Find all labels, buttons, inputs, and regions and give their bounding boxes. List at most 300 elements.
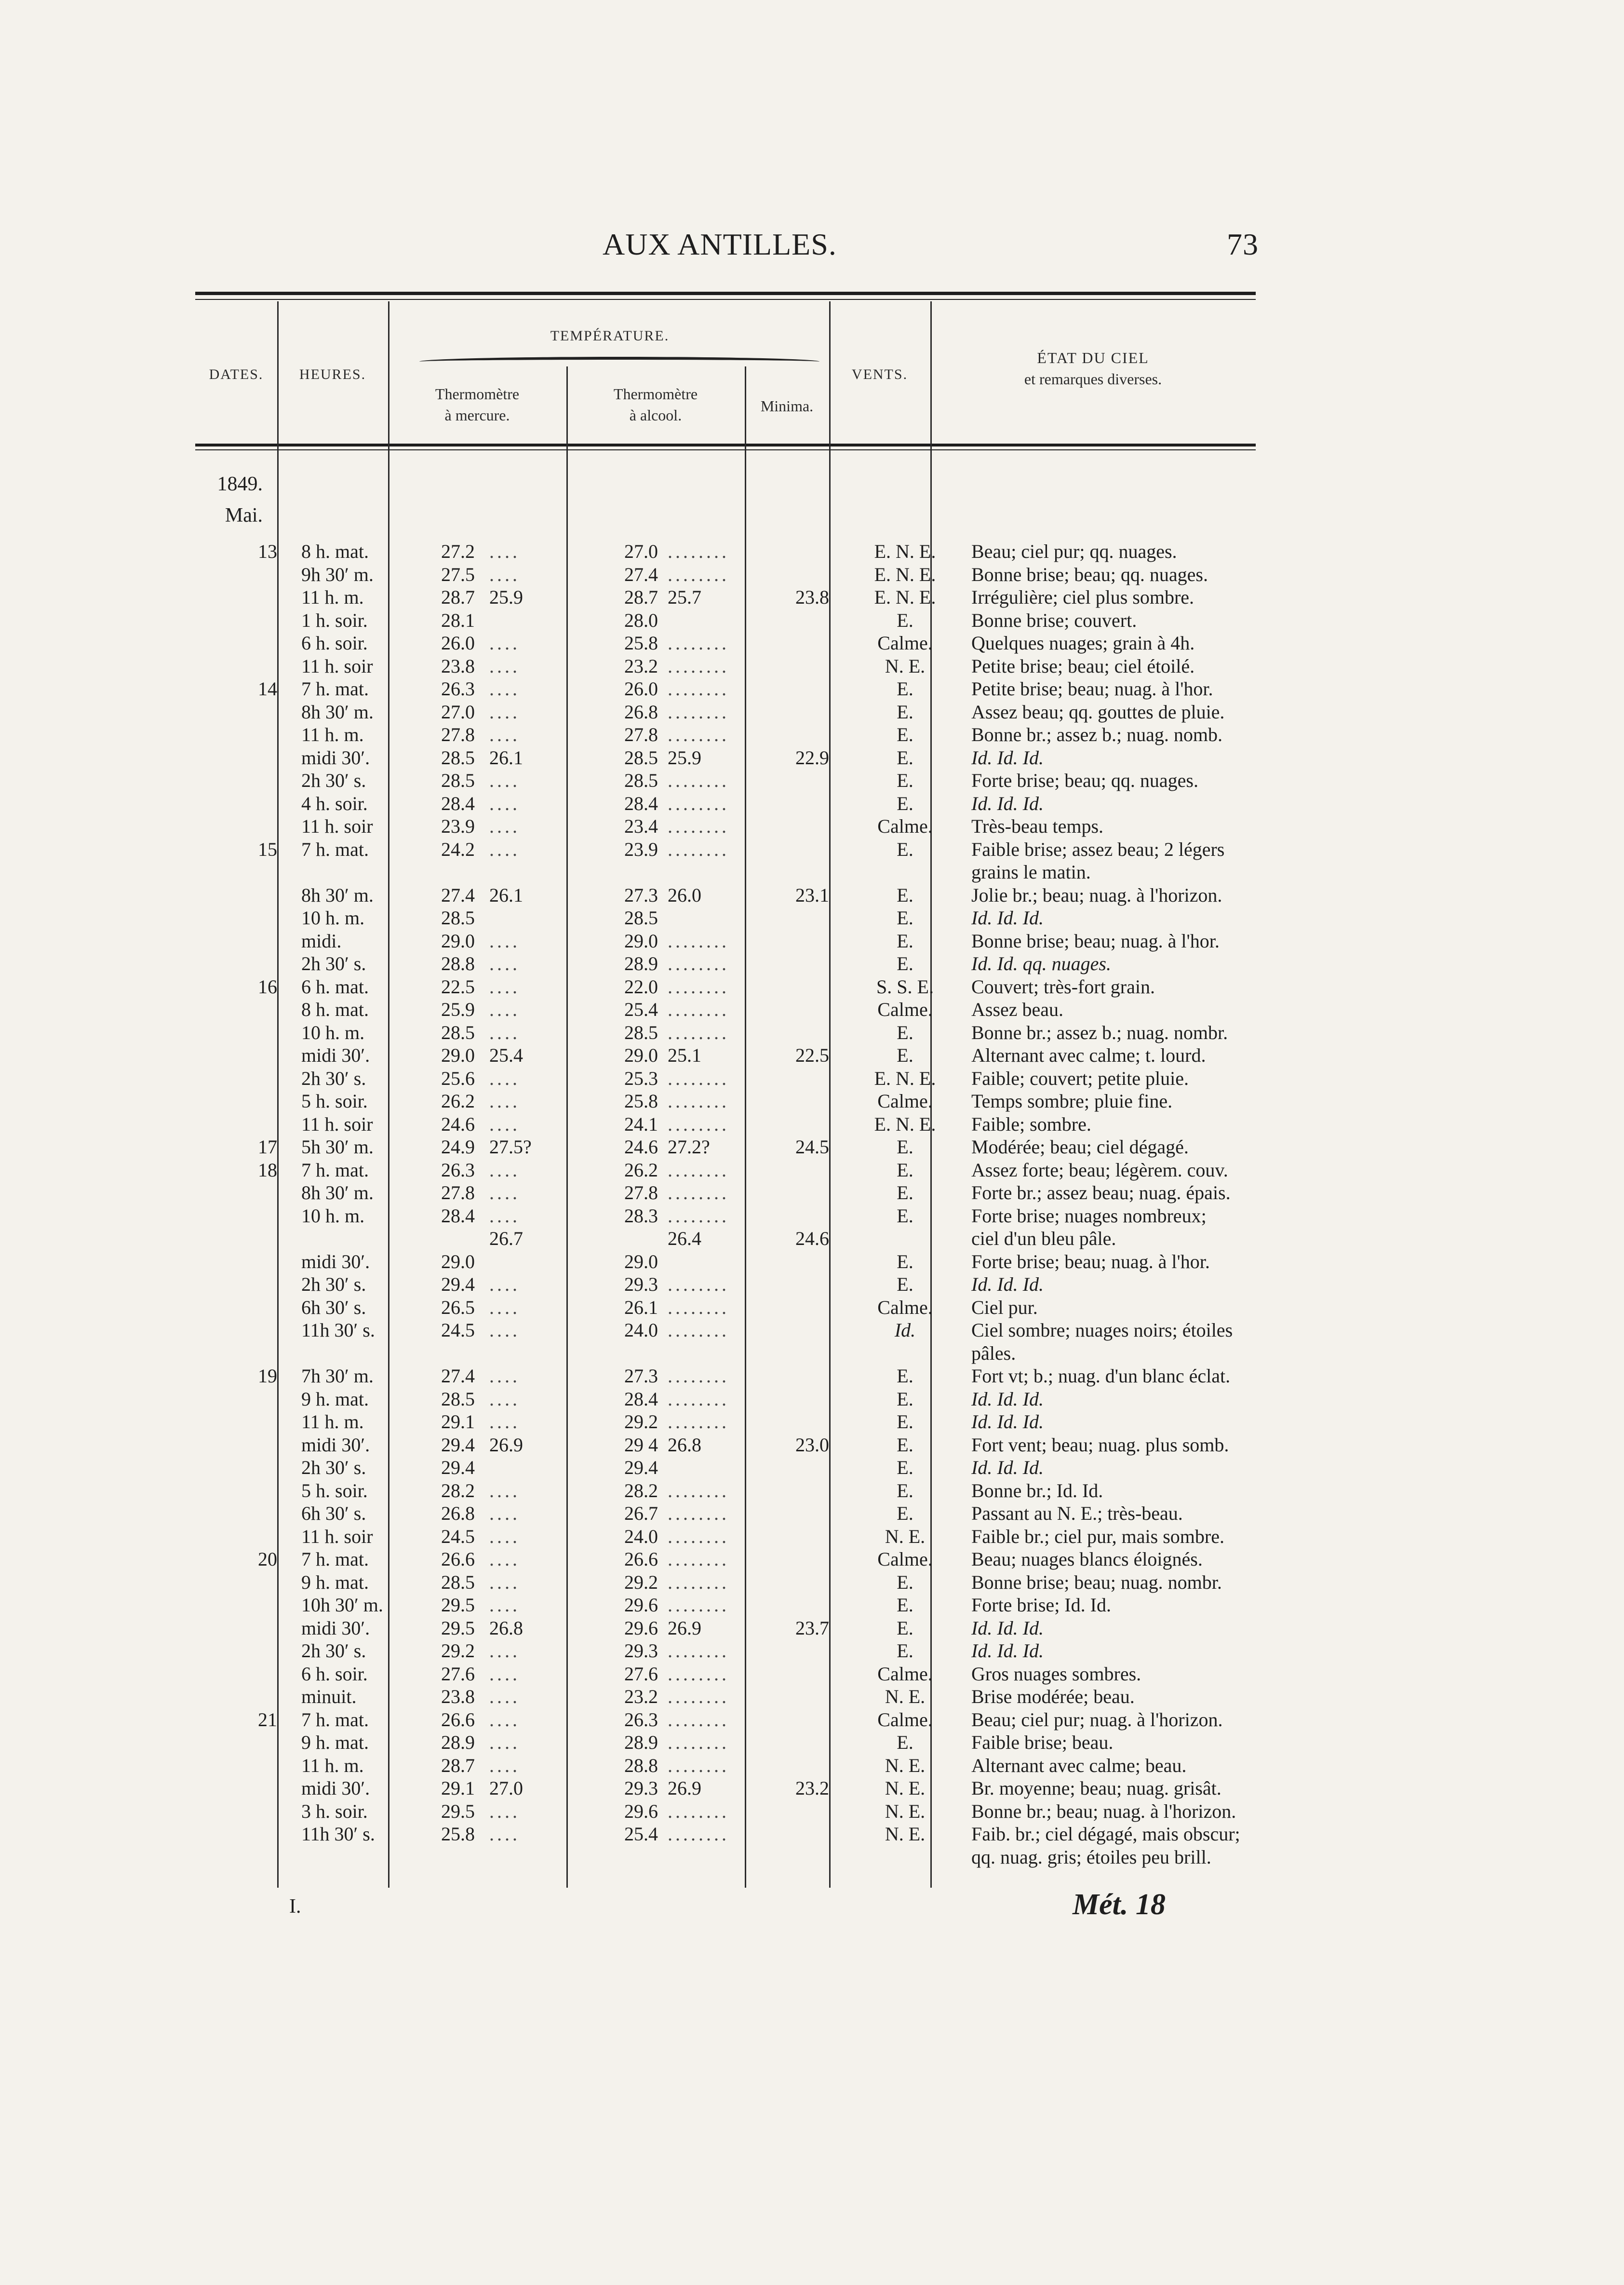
cell-mercure-mean: .... — [489, 792, 520, 814]
cell-mercure: 26.8 — [441, 1502, 475, 1525]
header-minima: Minima. — [760, 397, 814, 415]
cell-vent: E. — [897, 953, 913, 975]
cell-alcool-mean — [663, 1342, 771, 1365]
cell-alcool-mean: ........ — [668, 1686, 729, 1708]
cell-date — [195, 1731, 292, 1754]
table-row — [195, 540, 1256, 563]
cell-vent: N. E. — [885, 1823, 926, 1845]
table-row — [195, 1044, 1256, 1067]
cell-vent: Calme. — [877, 815, 933, 838]
cell-etat-ciel: Passant au N. E.; très-beau. — [971, 1502, 1183, 1525]
cell-mercure-mean: 27.0 — [489, 1777, 523, 1799]
cell-mercure-mean: .... — [489, 678, 520, 700]
table-row — [195, 723, 1256, 746]
cell-alcool-mean: ........ — [668, 1021, 729, 1043]
cell-alcool-mean: 27.2? — [668, 1136, 710, 1158]
cell-alcool: 28.9 — [624, 953, 658, 975]
cell-hour: midi. — [301, 930, 342, 952]
cell-hour: 11 h. soir — [301, 1113, 373, 1135]
cell-hour: 11 h. soir — [301, 655, 373, 677]
cell-hour: 2h 30′ s. — [301, 1640, 366, 1662]
cell-etat-ciel: pâles. — [971, 1342, 1016, 1364]
month-label: Mai. — [225, 504, 263, 527]
cell-minima — [771, 769, 853, 792]
cell-mercure: 23.8 — [441, 655, 475, 677]
cell-alcool: 28.5 — [624, 770, 658, 792]
table-row — [195, 1731, 1256, 1754]
cell-minima — [771, 1548, 853, 1571]
cell-minima — [771, 1846, 853, 1869]
cell-alcool-mean: ........ — [668, 678, 729, 700]
cell-mercure-mean: .... — [489, 1663, 520, 1685]
table-row — [195, 632, 1256, 655]
cell-vent: E. — [897, 1273, 913, 1296]
cell-alcool-mean: ........ — [668, 1754, 729, 1776]
cell-alcool: 29.4 — [624, 1457, 658, 1479]
cell-mercure-mean: .... — [489, 1388, 520, 1410]
cell-mercure-mean: 26.8 — [489, 1617, 523, 1639]
cell-minima: 22.9 — [795, 746, 829, 769]
cell-hour: 1 h. soir. — [301, 609, 368, 631]
cell-minima — [771, 632, 853, 655]
cell-etat-ciel: Jolie br.; beau; nuag. à l'horizon. — [971, 884, 1222, 906]
cell-vent: E. — [897, 1044, 913, 1067]
cell-hour: 10h 30′ m. — [301, 1594, 383, 1616]
cell-vent: E. — [897, 1021, 913, 1043]
cell-minima — [771, 975, 853, 999]
cell-minima — [771, 1113, 853, 1136]
cell-alcool: 26.8 — [624, 701, 658, 723]
table-row — [195, 746, 1256, 770]
cell-alcool: 28.0 — [624, 609, 658, 631]
cell-minima — [771, 677, 853, 701]
cell-alcool: 23.4 — [624, 815, 658, 838]
cell-date — [195, 701, 292, 724]
cell-date — [195, 1502, 292, 1525]
table-row — [195, 1846, 1256, 1869]
cell-vent: E. — [897, 1204, 913, 1227]
cell-alcool-mean: ........ — [668, 815, 729, 838]
cell-etat-ciel: Assez beau. — [971, 999, 1064, 1021]
cell-date — [195, 792, 292, 815]
cell-mercure: 28.7 — [441, 586, 475, 608]
table-row — [195, 1250, 1256, 1273]
cell-date — [195, 1044, 292, 1067]
cell-mercure: 24.5 — [441, 1525, 475, 1547]
cell-mercure-mean: .... — [489, 838, 520, 860]
cell-vent: E. — [897, 1731, 913, 1754]
cell-mercure: 28.5 — [441, 770, 475, 792]
cell-vent: Id. — [894, 1319, 916, 1341]
cell-alcool: 23.2 — [624, 655, 658, 677]
cell-date: 13 — [258, 541, 277, 563]
cell-hour: 5 h. soir. — [301, 1479, 368, 1501]
cell-alcool: 29 4 — [624, 1433, 658, 1456]
cell-mercure-mean: .... — [489, 632, 520, 654]
cell-alcool-mean: ........ — [668, 1204, 729, 1227]
cell-date — [195, 609, 292, 632]
cell-alcool-mean: ........ — [668, 975, 729, 998]
cell-etat-ciel: Bonne brise; beau; nuag. nombr. — [971, 1571, 1222, 1593]
cell-etat-ciel: Alternant avec calme; beau. — [971, 1754, 1187, 1776]
cell-mercure-mean: .... — [489, 1021, 520, 1043]
table-row — [195, 1319, 1256, 1342]
cell-mercure-mean: .... — [489, 1159, 520, 1181]
header-hours: HEURES. — [299, 366, 366, 382]
cell-alcool-mean: ........ — [668, 930, 729, 952]
cell-alcool: 29.0 — [624, 1250, 658, 1272]
cell-hour: midi 30′. — [301, 746, 370, 769]
cell-minima — [771, 1754, 853, 1777]
cell-vent: E. — [897, 770, 913, 792]
cell-mercure: 29.4 — [441, 1433, 475, 1456]
cell-minima: 23.8 — [795, 586, 829, 608]
cell-etat-ciel: Forte brise; beau; nuag. à l'hor. — [971, 1250, 1210, 1272]
header-thermo-mercure — [388, 383, 566, 426]
cell-mercure: 25.9 — [441, 999, 475, 1021]
cell-alcool: 26.0 — [624, 678, 658, 700]
cell-etat-ciel: Id. Id. qq. nuages. — [971, 953, 1111, 975]
cell-vent: E. — [897, 1388, 913, 1410]
cell-minima — [771, 1823, 853, 1846]
cell-alcool: 25.3 — [624, 1067, 658, 1089]
cell-alcool-mean: ........ — [668, 1411, 729, 1433]
cell-mercure: 29.4 — [441, 1457, 475, 1479]
cell-mercure: 29.1 — [441, 1777, 475, 1799]
cell-date — [195, 861, 292, 884]
cell-minima — [771, 1388, 853, 1411]
cell-date — [195, 632, 292, 655]
cell-alcool-mean: ........ — [668, 1319, 729, 1341]
cell-mercure: 28.5 — [441, 1021, 475, 1043]
cell-date — [195, 1250, 292, 1273]
cell-alcool-mean: ........ — [668, 563, 729, 585]
cell-date — [195, 1273, 292, 1296]
cell-vent — [853, 1227, 957, 1250]
table-row — [195, 1181, 1256, 1204]
cell-etat-ciel: Alternant avec calme; t. lourd. — [971, 1044, 1206, 1067]
cell-alcool: 29.0 — [624, 930, 658, 952]
table-row — [195, 586, 1256, 609]
cell-alcool-mean: ........ — [668, 632, 729, 654]
cell-hour: 11 h. m. — [301, 586, 364, 608]
table-row — [195, 1548, 1256, 1571]
cell-hour: midi 30′. — [301, 1044, 370, 1067]
cell-date — [195, 1227, 292, 1250]
cell-etat-ciel: Très-beau temps. — [971, 815, 1104, 838]
cell-date — [195, 1639, 292, 1663]
cell-minima — [771, 1090, 853, 1113]
cell-hour: 6h 30′ s. — [301, 1502, 366, 1525]
cell-vent: Calme. — [877, 1296, 933, 1318]
cell-date — [195, 1823, 292, 1846]
table-row — [195, 1273, 1256, 1296]
cell-mercure-mean: .... — [489, 701, 520, 723]
header-thermo-alcool-line1: Thermomètre — [613, 385, 698, 403]
cell-mercure-mean: .... — [489, 930, 520, 952]
cell-vent: E. — [897, 1571, 913, 1593]
cell-alcool: 27.8 — [624, 1182, 658, 1204]
cell-hour: midi 30′. — [301, 1433, 370, 1456]
table-row — [195, 1090, 1256, 1113]
cell-alcool-mean: ........ — [668, 953, 729, 975]
cell-etat-ciel: Bonne br.; assez b.; nuag. nombr. — [971, 1021, 1228, 1043]
cell-vent: E. — [897, 701, 913, 723]
table-row — [195, 1410, 1256, 1433]
table-row — [195, 1777, 1256, 1800]
cell-alcool-mean: 26.9 — [668, 1777, 701, 1799]
table-row — [195, 563, 1256, 586]
cell-hour: 2h 30′ s. — [301, 1067, 366, 1089]
table-row — [195, 1639, 1256, 1663]
cell-minima — [771, 1181, 853, 1204]
cell-mercure-mean: .... — [489, 1182, 520, 1204]
cell-mercure-mean — [484, 861, 591, 884]
cell-alcool-mean: ........ — [668, 1823, 729, 1845]
cell-mercure: 27.8 — [441, 724, 475, 746]
cell-vent — [853, 1342, 957, 1365]
cell-mercure: 26.2 — [441, 1090, 475, 1112]
cell-mercure-mean: .... — [489, 770, 520, 792]
cell-date — [195, 1456, 292, 1479]
cell-mercure: 29.1 — [441, 1411, 475, 1433]
cell-alcool: 28.4 — [624, 1388, 658, 1410]
cell-minima — [771, 1021, 853, 1044]
cell-alcool: 28.5 — [624, 1021, 658, 1043]
cell-etat-ciel: Bonne brise; beau; nuag. à l'hor. — [971, 930, 1220, 952]
cell-date — [195, 1319, 292, 1342]
cell-vent: E. — [897, 1365, 913, 1387]
cell-date — [195, 1410, 292, 1433]
cell-alcool-mean: 25.1 — [668, 1044, 701, 1067]
cell-date — [195, 1571, 292, 1594]
cell-mercure: 28.1 — [441, 609, 475, 631]
cell-alcool: 29.6 — [624, 1617, 658, 1639]
cell-vent: E. — [897, 678, 913, 700]
cell-mercure — [407, 1846, 484, 1869]
cell-mercure: 28.7 — [441, 1754, 475, 1776]
header-rule-thin — [195, 449, 1256, 450]
cell-mercure-mean: .... — [489, 1525, 520, 1547]
cell-mercure-mean — [484, 1846, 591, 1869]
cell-alcool: 29.6 — [624, 1594, 658, 1616]
cell-mercure: 28.9 — [441, 1731, 475, 1754]
cell-hour: 6 h. soir. — [301, 632, 368, 654]
cell-date — [195, 1021, 292, 1044]
cell-hour — [292, 1846, 407, 1869]
cell-etat-ciel: Bonne br.; assez b.; nuag. nomb. — [971, 724, 1223, 746]
cell-mercure-mean: .... — [489, 1640, 520, 1662]
header-sky-line1: ÉTAT DU CIEL — [1037, 349, 1149, 366]
cell-etat-ciel: Faible; sombre. — [971, 1113, 1091, 1135]
cell-minima — [771, 655, 853, 678]
cell-minima — [771, 609, 853, 632]
cell-vent: E. — [897, 1159, 913, 1181]
cell-etat-ciel: Bonne br.; beau; nuag. à l'horizon. — [971, 1800, 1236, 1822]
cell-etat-ciel: Faible brise; assez beau; 2 légers — [971, 838, 1225, 860]
cell-mercure: 26.0 — [441, 632, 475, 654]
cell-etat-ciel: Ciel pur. — [971, 1296, 1038, 1318]
table-row — [195, 1342, 1256, 1365]
table-row — [195, 906, 1256, 930]
cell-mercure-mean: 27.5? — [489, 1136, 532, 1158]
cell-date — [195, 1594, 292, 1617]
cell-hour: 10 h. m. — [301, 907, 365, 929]
cell-minima — [771, 1731, 853, 1754]
cell-etat-ciel: Id. Id. Id. — [971, 1388, 1044, 1410]
cell-mercure-mean: .... — [489, 1686, 520, 1708]
top-rule — [195, 292, 1256, 295]
cell-alcool: 24.6 — [624, 1136, 658, 1158]
cell-alcool: 26.7 — [624, 1502, 658, 1525]
cell-mercure: 29.0 — [441, 930, 475, 952]
table-row — [195, 677, 1256, 701]
cell-hour: 8h 30′ m. — [301, 884, 374, 906]
cell-date — [195, 1090, 292, 1113]
cell-hour: 11 h. soir — [301, 1525, 373, 1547]
cell-alcool-mean: 26.9 — [668, 1617, 701, 1639]
cell-alcool: 27.3 — [624, 884, 658, 906]
cell-date — [195, 1433, 292, 1457]
cell-etat-ciel: Forte brise; Id. Id. — [971, 1594, 1111, 1616]
cell-minima — [771, 861, 853, 884]
cell-alcool-mean: ........ — [668, 1273, 729, 1296]
table-row — [195, 1113, 1256, 1136]
cell-vent: E. N. E. — [874, 1113, 936, 1135]
cell-hour: 6 h. mat. — [301, 975, 369, 998]
cell-vent: E. — [897, 792, 913, 814]
cell-mercure: 28.4 — [441, 1204, 475, 1227]
cell-date — [195, 906, 292, 930]
cell-date — [195, 1617, 292, 1640]
cell-mercure-mean: 26.1 — [489, 746, 523, 769]
cell-hour: 11 h. soir — [301, 815, 373, 838]
cell-date — [195, 1388, 292, 1411]
cell-etat-ciel: Forte br.; assez beau; nuag. épais. — [971, 1182, 1231, 1204]
cell-hour: 6 h. soir. — [301, 1663, 368, 1685]
cell-vent: E. — [897, 1411, 913, 1433]
cell-etat-ciel: Id. Id. Id. — [971, 1411, 1044, 1433]
header-thermo-alcool — [566, 383, 745, 426]
cell-alcool-mean: ........ — [668, 701, 729, 723]
cell-minima — [771, 1067, 853, 1090]
table-row — [195, 1525, 1256, 1548]
cell-hour: 11 h. m. — [301, 1754, 364, 1776]
cell-mercure-mean: .... — [489, 1319, 520, 1341]
cell-mercure: 27.4 — [441, 1365, 475, 1387]
cell-etat-ciel: Bonne br.; Id. Id. — [971, 1479, 1103, 1501]
cell-vent: E. — [897, 838, 913, 860]
cell-minima — [771, 1800, 853, 1823]
cell-hour: 8h 30′ m. — [301, 1182, 374, 1204]
cell-mercure-mean: .... — [489, 953, 520, 975]
cell-hour: 2h 30′ s. — [301, 953, 366, 975]
cell-mercure-mean: .... — [489, 1823, 520, 1845]
cell-date — [195, 586, 292, 609]
cell-date — [195, 1296, 292, 1319]
cell-etat-ciel: Faib. br.; ciel dégagé, mais obscur; — [971, 1823, 1240, 1845]
cell-vent: N. E. — [885, 1525, 926, 1547]
cell-alcool-mean: ........ — [668, 1731, 729, 1754]
table-row — [195, 1571, 1256, 1594]
table-row — [195, 838, 1256, 861]
cell-mercure: 25.6 — [441, 1067, 475, 1089]
cell-alcool — [591, 1227, 663, 1250]
cell-vent: E. — [897, 1136, 913, 1158]
cell-minima — [771, 1365, 853, 1388]
cell-minima — [771, 1296, 853, 1319]
cell-date — [195, 1777, 292, 1800]
cell-etat-ciel: Faible brise; beau. — [971, 1731, 1114, 1754]
cell-mercure-mean: .... — [489, 563, 520, 585]
header-thermo-mercure-line1: Thermomètre — [435, 385, 520, 403]
cell-alcool: 26.1 — [624, 1296, 658, 1318]
cell-hour: 5 h. soir. — [301, 1090, 368, 1112]
table-row — [195, 1617, 1256, 1640]
cell-mercure-mean: 26.7 — [489, 1228, 523, 1250]
cell-mercure: 29.0 — [441, 1044, 475, 1067]
header-thermo-alcool-line2: à alcool. — [629, 406, 682, 424]
table-row — [195, 655, 1256, 678]
table-row — [195, 701, 1256, 724]
cell-date — [195, 884, 292, 907]
cell-vent: Calme. — [877, 1708, 933, 1731]
cell-alcool: 28.7 — [624, 586, 658, 608]
cell-mercure: 25.8 — [441, 1823, 475, 1845]
cell-alcool: 24.0 — [624, 1525, 658, 1547]
table-row — [195, 1663, 1256, 1686]
cell-mercure-mean: 26.9 — [489, 1433, 523, 1456]
cell-date: 18 — [258, 1159, 277, 1181]
cell-mercure: 26.5 — [441, 1296, 475, 1318]
cell-vent: N. E. — [885, 1754, 926, 1776]
cell-mercure: 27.2 — [441, 541, 475, 563]
cell-hour: midi 30′. — [301, 1777, 370, 1799]
cell-date — [195, 815, 292, 838]
cell-alcool: 28.2 — [624, 1479, 658, 1501]
cell-hour: 7h 30′ m. — [301, 1365, 374, 1387]
cell-minima — [771, 1250, 853, 1273]
cell-etat-ciel: Id. Id. Id. — [971, 1457, 1044, 1479]
cell-hour: 2h 30′ s. — [301, 1457, 366, 1479]
cell-vent: E. — [897, 930, 913, 952]
cell-mercure-mean — [484, 609, 591, 632]
table-row — [195, 1159, 1256, 1182]
cell-date — [195, 746, 292, 770]
cell-vent: E. — [897, 1640, 913, 1662]
cell-vent: Calme. — [877, 1090, 933, 1112]
cell-alcool-mean — [663, 1250, 771, 1273]
cell-date: 16 — [258, 975, 277, 998]
cell-minima — [771, 906, 853, 930]
cell-vent: E. N. E. — [874, 563, 936, 585]
cell-etat-ciel: Id. Id. Id. — [971, 907, 1044, 929]
cell-date — [195, 723, 292, 746]
footer-signature: I. — [289, 1895, 301, 1918]
cell-mercure: 29.2 — [441, 1640, 475, 1662]
header-sky — [930, 347, 1256, 390]
table-row — [195, 769, 1256, 792]
cell-etat-ciel: Faible; couvert; petite pluie. — [971, 1067, 1189, 1089]
cell-etat-ciel: Assez forte; beau; légèrem. couv. — [971, 1159, 1228, 1181]
cell-minima: 23.2 — [795, 1777, 829, 1799]
cell-date — [195, 1113, 292, 1136]
cell-alcool: 27.8 — [624, 724, 658, 746]
cell-alcool: 25.4 — [624, 1823, 658, 1845]
cell-minima: 23.0 — [795, 1433, 829, 1456]
cell-vent: Calme. — [877, 632, 933, 654]
cell-mercure-mean — [484, 1342, 591, 1365]
